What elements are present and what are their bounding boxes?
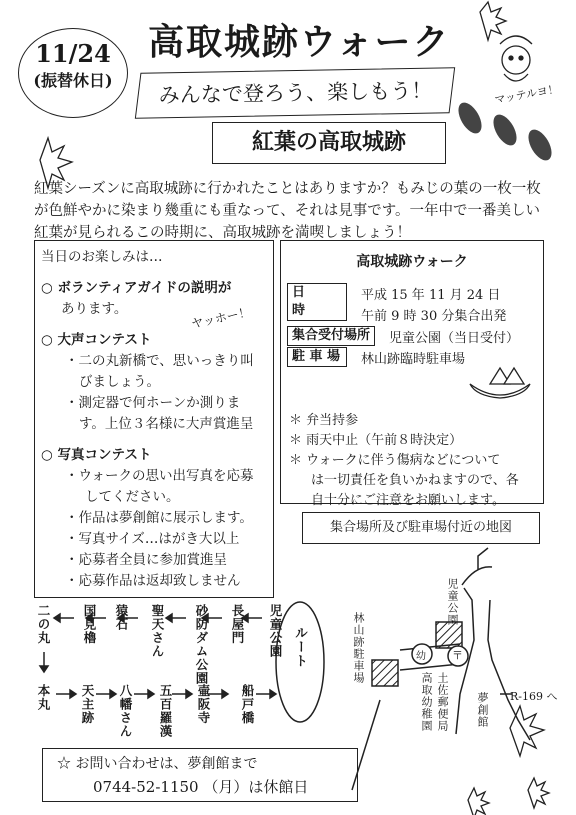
- route-stop: 聖天さん: [150, 604, 165, 658]
- map-kinder-label: 高取幼稚園: [420, 672, 433, 732]
- post-symbol: 〒: [452, 649, 463, 662]
- event-note: 自十分にご注意をお願いします。: [311, 493, 505, 508]
- page-title: 高取城跡ウォーク: [148, 22, 451, 63]
- event-title: 高取城跡ウォーク: [356, 254, 468, 270]
- highlights-heading: 当日のお楽しみは…: [41, 249, 163, 265]
- date-label: 日 時: [287, 283, 347, 321]
- subtitle-banner: [135, 67, 455, 118]
- photo-item: ・応募作品は返却致しません: [65, 573, 241, 589]
- event-date: 11/24: [35, 39, 111, 68]
- map-park-label: 児童公園: [446, 578, 459, 626]
- photo-item: ・作品は夢創館に展示します。: [65, 510, 253, 526]
- route-stop: 二の丸: [36, 604, 51, 645]
- map-drawing: [352, 548, 530, 790]
- map-road-label: R-169 へ: [510, 690, 558, 703]
- parking-value: 林山跡臨時駐車場: [361, 352, 466, 367]
- highlights-box: [34, 240, 274, 598]
- map-post-label: 土佐郵便局: [436, 672, 449, 732]
- event-note: ＊ 雨天中止（午前８時決定）: [289, 433, 463, 448]
- contact-line: ☆ お問い合わせは、夢創館まで: [57, 756, 258, 772]
- route-stop: 児童公園: [268, 604, 283, 658]
- route-stop: 国見櫓: [82, 604, 97, 645]
- route-stop: 壷阪寺: [196, 684, 211, 725]
- map-musokan-label: 夢創館: [476, 692, 489, 728]
- photo-title: ○ 写真コンテスト: [41, 447, 152, 463]
- subtitle-text: みんなで登ろう、楽しもう！: [157, 78, 433, 108]
- volunteer-cont: あります。: [61, 301, 128, 317]
- closed-note: （月）は休館日: [203, 778, 309, 796]
- route-label: ルート: [292, 626, 307, 668]
- shout-item: ・測定器で何ホーンか測りま: [65, 395, 241, 411]
- route-stop: 猿石: [114, 604, 129, 631]
- date-badge: [18, 28, 128, 118]
- volunteer-title: ○ ボランティアガイドの説明が: [41, 280, 232, 296]
- event-info-box: [280, 240, 544, 508]
- route-stop: 船戸橋: [240, 684, 255, 725]
- photo-item: ・ウォークの思い出写真を応募: [65, 468, 254, 484]
- photo-item: ・応募者全員に参加賞進呈: [65, 552, 227, 568]
- footprint-icon: [454, 99, 557, 164]
- map-caption: 集合場所及び駐車場付近の地図: [302, 512, 540, 544]
- route-stop: 本丸: [36, 684, 51, 711]
- route-stop: 天主跡: [80, 684, 95, 725]
- autumn-banner: 紅葉の高取城跡: [212, 122, 446, 164]
- event-note: は一切責任を負いかねますので、各: [311, 473, 519, 488]
- shout-item: びましょう。: [79, 374, 160, 390]
- route-stop: 長屋門: [230, 604, 245, 645]
- date-value: 平成 15 年 11 月 24 日: [361, 288, 501, 303]
- time-value: 午前 9 時 30 分集合出発: [361, 309, 507, 324]
- contact-box: [42, 748, 358, 802]
- photo-item: ・写真サイズ…はがき大以上: [65, 531, 240, 547]
- event-note: ＊ ウォークに伴う傷病などについて: [289, 453, 501, 468]
- kinder-symbol: 幼: [416, 651, 426, 662]
- route-stop: 八幡さん: [118, 684, 133, 738]
- event-note: ＊ 弁当持参: [289, 413, 359, 428]
- holiday-note: (振替休日): [33, 71, 113, 90]
- shout-note: ヤッホー！: [190, 304, 252, 332]
- shout-item: ・二の丸新橋で、思いっきり叫: [65, 353, 254, 369]
- intro-paragraph: 紅葉シーズンに高取城跡に行かれたことはありますか？もみじの葉の一枚一枚が色鮮やかに染まり幾重にも重なって、それは見事です。一年中で一番美しい紅葉が見られるこの時期に、高取城跡を満喫しましょう！: [34, 181, 541, 241]
- photo-item: してください。: [85, 489, 180, 505]
- map-parking-label: 林山跡駐車場: [352, 612, 365, 684]
- parking-label: 駐 車 場: [287, 347, 347, 367]
- mascot-caption: マッテルヨ！: [493, 82, 560, 107]
- route-stop: 砂防ダム公園: [194, 604, 209, 685]
- route-stop: 五百羅漢: [158, 684, 173, 738]
- shout-item: す。上位３名様に大声賞進呈: [79, 416, 254, 432]
- contact-phone[interactable]: 0744-52-1150: [93, 778, 199, 796]
- shout-title: ○ 大声コンテスト: [41, 332, 152, 348]
- meet-value: 児童公園（当日受付）: [389, 331, 520, 346]
- meet-label: 集合受付場所: [287, 326, 375, 346]
- mascot-icon: [500, 36, 532, 81]
